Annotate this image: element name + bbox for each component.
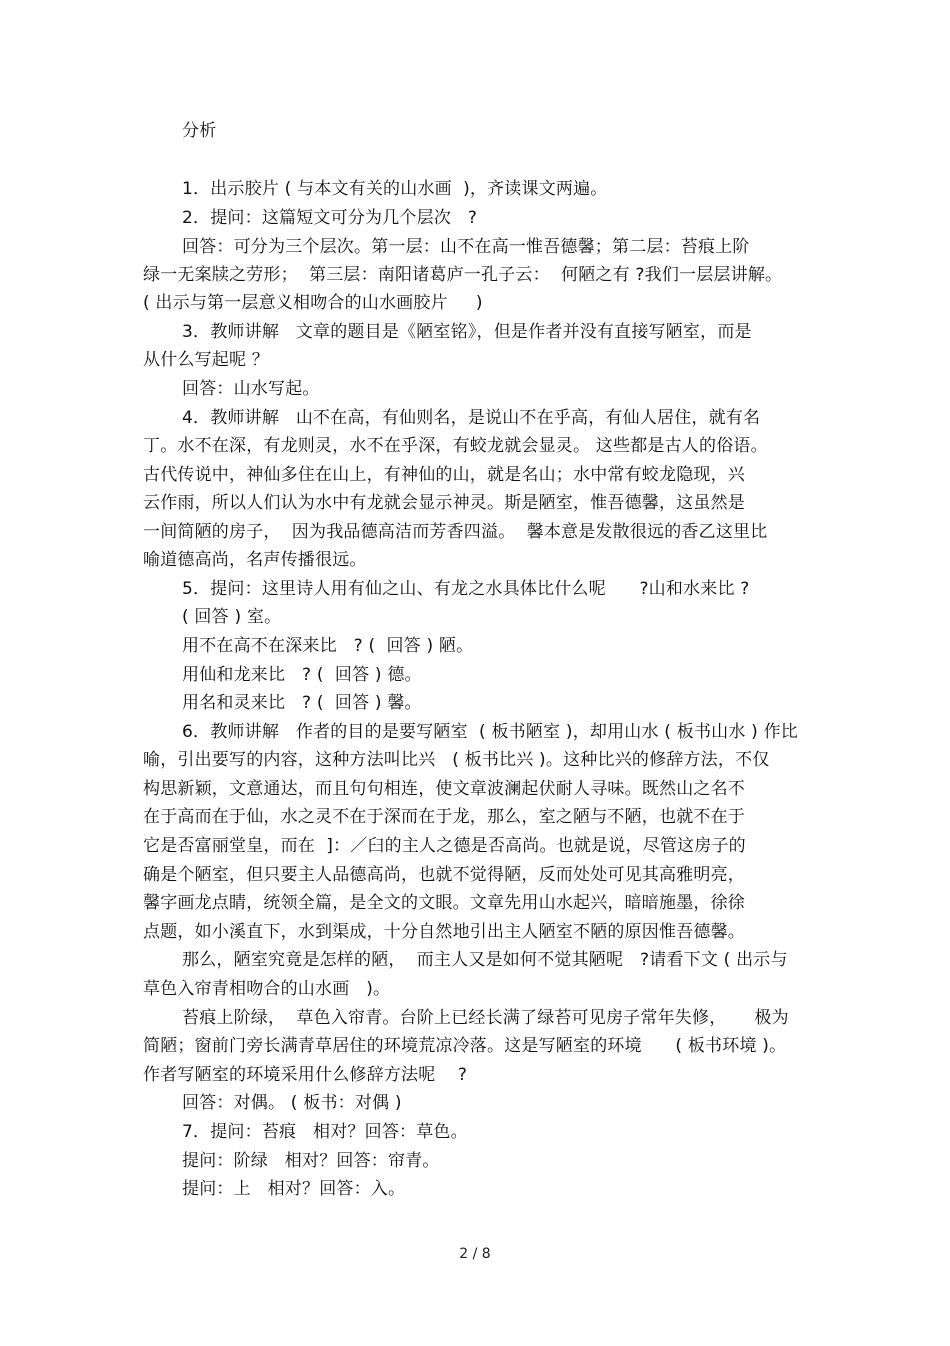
text-line: 用仙和龙来比 ? ( 回答 ) 德。 <box>182 665 422 685</box>
text-line: 绿一无案牍之劳形； 第三层：南阳诸葛庐一孔子云： 何陋之有 ?我们一层层讲解。 <box>143 265 783 285</box>
text-line: 馨字画龙点睛，统领全篇，是全文的文眼。文章先用山水起兴，暗暗施墨，徐徐 <box>143 893 745 913</box>
text-line: 一间简陋的房子， 因为我品德高洁而芳香四溢。 馨本意是发散很远的香乙这里比 <box>143 522 768 542</box>
text-line: ( 出示与第一层意义相吻合的山水画胶片 ) <box>143 293 483 313</box>
text-line: 用名和灵来比 ? ( 回答 ) 馨。 <box>182 693 422 713</box>
text-line: 4．教师讲解 山不在高，有仙则名，是说山不在乎高，有仙人居住，就有名 <box>182 408 761 428</box>
text-line: 喻，引出要写的内容，这种方法叫比兴 ( 板书比兴 )。这种比兴的修辞方法，不仅 <box>143 750 770 770</box>
text-line: 7．提问：苔痕 相对？回答：草色。 <box>182 1122 468 1142</box>
text-line: 丁。水不在深，有龙则灵，水不在乎深，有蛟龙就会显灵。 这些都是古人的俗语。 <box>143 436 768 456</box>
text-line: 回答：可分为三个层次。第一层：山不在高一惟吾德馨；第二层：苔痕上阶 <box>182 237 750 257</box>
text-line: 回答：对偶。 ( 板书：对偶 ) <box>182 1093 402 1113</box>
text-line: 从什么写起呢 ？ <box>143 350 270 370</box>
text-line: 苔痕上阶绿， 草色入帘青。台阶上已经长满了绿苔可见房子常年失修， 极为 <box>182 1008 789 1028</box>
text-line: 简陋；窗前门旁长满青草居住的环境荒凉冷落。这是写陋室的环境 ( 板书环境 )。 <box>143 1036 787 1056</box>
text-line: 古代传说中，神仙多住在山上，有神仙的山，就是名山；水中常有蛟龙隐现，兴 <box>143 465 745 485</box>
text-line: 云作雨，所以人们认为水中有龙就会显示神灵。斯是陋室，惟吾德馨，这虽然是 <box>143 493 745 513</box>
text-line: 确是个陋室，但只要主人品德高尚，也就不觉得陋，反而处处可见其高雅明亮， <box>143 865 745 885</box>
text-line: 2．提问：这篇短文可分为几个层次 ? <box>182 208 478 228</box>
text-line: 在于高而在于仙，水之灵不在于深而在于龙，那么，室之陋与不陋，也就不在于 <box>143 807 745 827</box>
text-line: 构思新颖，文意通达，而且句句相连，使文章波澜起伏耐人寻味。既然山之名不 <box>143 779 745 799</box>
text-line: 1．出示胶片 ( 与本文有关的山水画 )，齐读课文两遍。 <box>182 179 608 199</box>
text-line: 提问：上 相对？回答：入。 <box>182 1179 406 1199</box>
text-line: 提问：阶绿 相对？回答：帘青。 <box>182 1151 440 1171</box>
text-line: 6．教师讲解 作者的目的是要写陋室 ( 板书陋室 )，却用山水 ( 板书山水 ) 作比 <box>182 722 798 742</box>
text-line: ( 回答 ) 室。 <box>182 607 282 627</box>
text-line: 草色入帘青相吻合的山水画 )。 <box>143 979 391 999</box>
section-heading: 分析 <box>182 121 217 141</box>
text-line: 回答：山水写起。 <box>182 379 320 399</box>
text-line: 用不在高不在深来比 ? ( 回答 ) 陋。 <box>182 636 474 656</box>
text-line: 它是否富丽堂皇，而在 ]：／臼的主人之德是否高尚。也就是说，尽管这房子的 <box>143 836 746 856</box>
text-line: 喻道德高尚，名声传播很远。 <box>143 550 367 570</box>
text-line: 作者写陋室的环境采用什么修辞方法呢 ? <box>143 1065 468 1085</box>
text-line: 5．提问：这里诗人用有仙之山、有龙之水具体比什么呢 ?山和水来比 ? <box>182 579 750 599</box>
text-line: 点题，如小溪直下，水到渠成，十分自然地引出主人陋室不陋的原因惟吾德馨。 <box>143 922 745 942</box>
text-line: 那么，陋室究竟是怎样的陋， 而主人又是如何不觉其陋呢 ?请看下文 ( 出示与 <box>182 950 788 970</box>
page-number: 2 / 8 <box>459 1246 491 1262</box>
text-line: 3．教师讲解 文章的题目是《陋室铭》，但是作者并没有直接写陋室，而是 <box>182 322 752 342</box>
